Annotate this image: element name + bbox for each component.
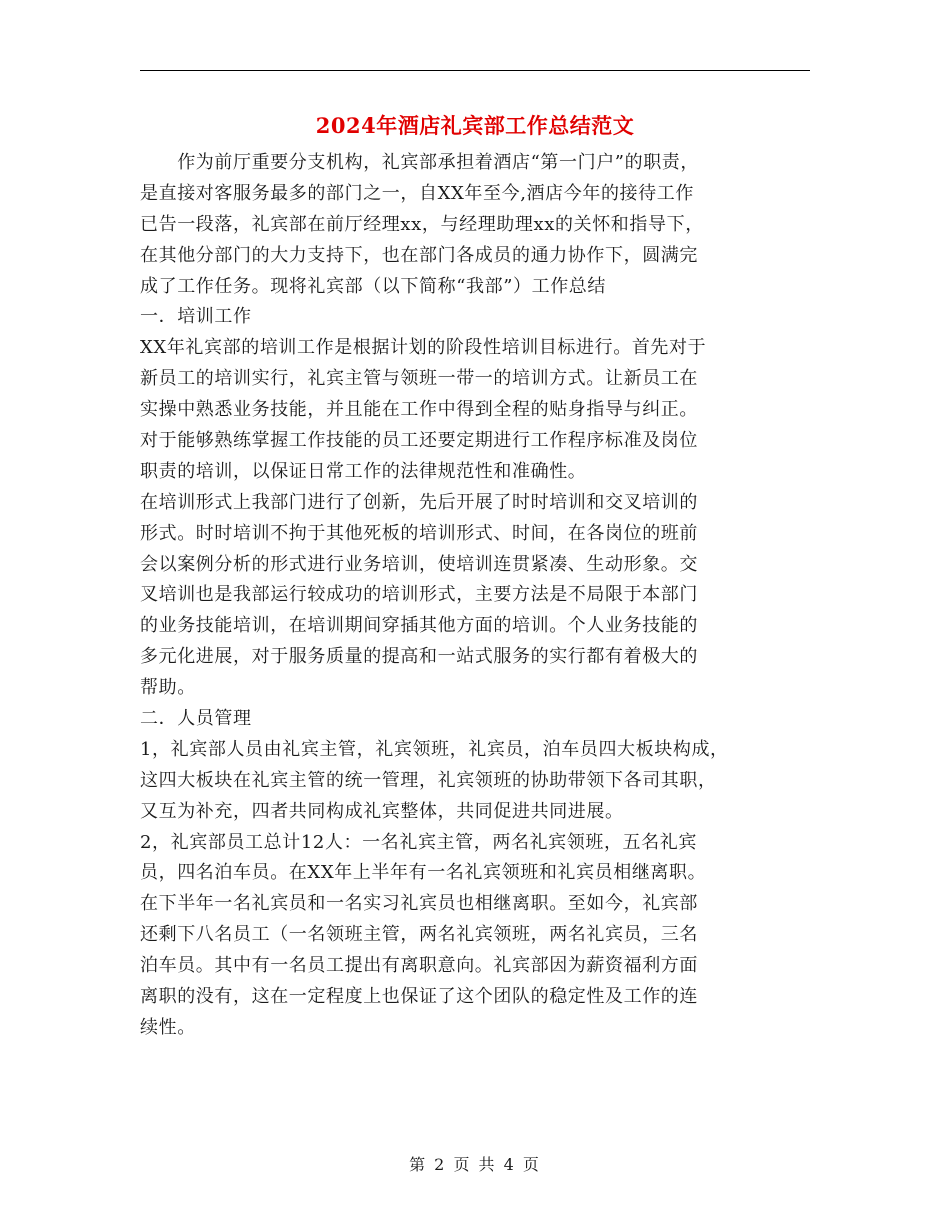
- body-line: 职责的培训，以保证日常工作的法律规范性和准确性。: [140, 460, 587, 482]
- body-line: 1，礼宾部人员由礼宾主管，礼宾领班，礼宾员，泊车员四大板块构成，: [140, 738, 729, 760]
- body-line: XX年礼宾部的培训工作是根据计划的阶段性培训目标进行。首先对于: [140, 337, 707, 359]
- body-line: 离职的没有，这在一定程度上也保证了这个团队的稳定性及工作的连: [140, 986, 698, 1008]
- body-line: 员，四名泊车员。在XX年上半年有一名礼宾领班和礼宾员相继离职。: [140, 862, 707, 884]
- body-line: 对于能够熟练掌握工作技能的员工还要定期进行工作程序标准及岗位: [140, 430, 698, 452]
- body-line: 已告一段落，礼宾部在前厅经理xx，与经理助理xx的关怀和指导下，: [140, 213, 704, 235]
- page-footer: 第 2 页 共 4 页: [409, 1155, 541, 1174]
- body-line: 还剩下八名员工（一名领班主管，两名礼宾领班，两名礼宾员，三名: [140, 924, 698, 946]
- section-heading: 一．培训工作: [140, 306, 252, 328]
- body-line: 在下半年一名礼宾员和一名实习礼宾员也相继离职。至如今，礼宾部: [140, 893, 698, 915]
- body-line: 的业务技能培训，在培训期间穿插其他方面的培训。个人业务技能的: [140, 615, 698, 637]
- body-line: 形式。时时培训不拘于其他死板的培训形式、时间，在各岗位的班前: [140, 522, 698, 544]
- body-line: 作为前厅重要分支机构，礼宾部承担着酒店“第一门户”的职责，: [140, 152, 700, 173]
- body-line: 会以案例分析的形式进行业务培训，使培训连贯紧凑、生动形象。交: [140, 553, 698, 575]
- document-title: 2024年酒店礼宾部工作总结范文: [315, 113, 635, 138]
- body-line: 新员工的培训实行，礼宾主管与领班一带一的培训方式。让新员工在: [140, 368, 698, 390]
- body-line: 在其他分部门的大力支持下，也在部门各成员的通力协作下，圆满完: [140, 244, 698, 266]
- body-line: 成了工作任务。现将礼宾部（以下简称“我部”）工作总结: [140, 275, 607, 297]
- body-line: 又互为补充，四者共同构成礼宾整体，共同促进共同进展。: [140, 800, 624, 822]
- body-line: 是直接对客服务最多的部门之一，自XX年至今,酒店今年的接待工作: [140, 182, 694, 204]
- section-heading: 二．人员管理: [140, 708, 252, 730]
- body-line: 这四大板块在礼宾主管的统一管理，礼宾领班的协助带领下各司其职，: [140, 769, 717, 791]
- body-line: 实操中熟悉业务技能，并且能在工作中得到全程的贴身指导与纠正。: [140, 399, 698, 421]
- body-line: 叉培训也是我部运行较成功的培训形式，主要方法是不局限于本部门: [140, 584, 698, 606]
- body-line: 续性。: [140, 1016, 196, 1038]
- body-line: 帮助。: [140, 677, 196, 699]
- body-line: 泊车员。其中有一名员工提出有离职意向。礼宾部因为薪资福利方面: [140, 955, 698, 977]
- body-line: 多元化进展，对于服务质量的提高和一站式服务的实行都有着极大的: [140, 646, 698, 668]
- body-line: 在培训形式上我部门进行了创新，先后开展了时时培训和交叉培训的: [140, 491, 698, 513]
- document-body: [140, 148, 810, 1044]
- body-line: 2，礼宾部员工总计12人：一名礼宾主管，两名礼宾领班，五名礼宾: [140, 831, 697, 853]
- header-rule: [140, 70, 810, 71]
